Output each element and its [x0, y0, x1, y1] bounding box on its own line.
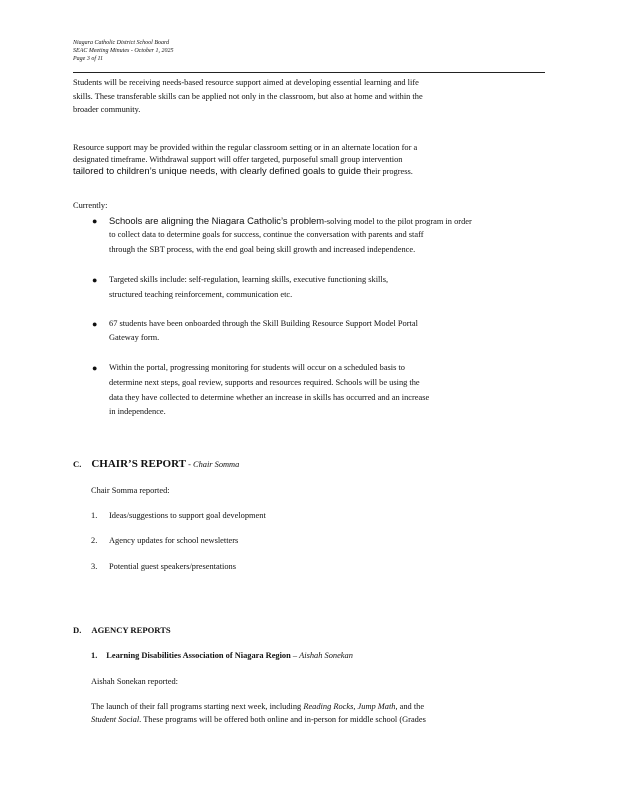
bullet-4-line: in independence.: [109, 407, 166, 416]
section-letter: C.: [73, 459, 82, 469]
agency-reported: Aishah Sonekan reported:: [91, 677, 178, 686]
bullet-1-line: [109, 216, 472, 227]
header-divider: [73, 72, 545, 73]
intro-line: skills. These transferable skills can be applied not only in the classroom, but also at home and within the: [73, 92, 423, 101]
bullet-icon: ●: [92, 319, 98, 329]
resource-line: Resource support may be provided within the regular classroom setting or in an alternate location for a: [73, 143, 418, 152]
resource-line-serif: eir progress.: [371, 167, 413, 176]
para-text: ,: [353, 702, 358, 711]
program-name: Student Social: [91, 715, 140, 724]
program-name: Reading Rocks: [303, 702, 354, 711]
agency-name: Learning Disabilities Association of Niagara Region: [106, 651, 291, 660]
currently-label: Currently:: [73, 201, 108, 210]
agency-reports-heading: [73, 625, 171, 636]
bullet-3-line: 67 students have been onboarded through the Skill Building Resource Support Model Portal: [109, 319, 418, 328]
resource-line: designated timeframe. Withdrawal support will offer targeted, purposeful small group intervention: [73, 155, 403, 164]
section-title: AGENCY REPORTS: [91, 625, 171, 635]
section-title: CHAIR’S REPORT: [91, 458, 187, 470]
bullet-icon: ●: [92, 216, 98, 226]
header-org: Niagara Catholic District School Board: [73, 40, 170, 46]
intro-line: Students will be receiving needs-based resource support aimed at developing essential learning and life: [73, 78, 419, 87]
resource-line: [73, 166, 413, 177]
bullet-4-line: data they have collected to determine whether an increase in skills has occurred and an increase: [109, 393, 430, 402]
bullet-icon: ●: [92, 275, 98, 285]
chair-reported: Chair Somma reported:: [91, 486, 170, 495]
bullet-icon: ●: [92, 363, 98, 373]
bullet-4-line: determine next steps, goal review, supports and resources required. Schools will be using the: [109, 378, 420, 387]
list-item: Ideas/suggestions to support goal development: [109, 511, 266, 520]
header-page-number: Page 3 of 11: [73, 56, 104, 62]
agency-subheading: [91, 651, 353, 661]
bullet-1-line: through the SBT process, with the end goal being skill growth and increased independence.: [109, 245, 416, 254]
bullet-1-sans: Schools are aligning the Niagara Catholic’s problem: [109, 215, 325, 226]
intro-line: broader community.: [73, 105, 141, 114]
para-text: . These programs will be offered both online and in-person for middle school (Grades: [139, 715, 426, 724]
bullet-4-line: Within the portal, progressing monitoring for students will occur on a scheduled basis to: [109, 363, 405, 372]
bullet-1-line: to collect data to determine goals for success, continue the conversation with parents and staff: [109, 230, 424, 239]
header-meeting: SEAC Meeting Minutes - October 1, 2025: [73, 48, 174, 54]
agency-presenter: Aishah Sonekan: [299, 651, 353, 660]
program-name: Jump Math: [357, 702, 396, 711]
section-letter: D.: [73, 625, 82, 635]
bullet-2-line: Targeted skills include: self-regulation, learning skills, executive functioning skills,: [109, 275, 389, 284]
chairs-report-heading: [73, 459, 239, 470]
resource-line-sans: tailored to children’s unique needs, with clearly defined goals to guide th: [73, 165, 372, 176]
bullet-1-serif: -solving model to the pilot program in order: [324, 217, 472, 226]
section-byline: - Chair Somma: [186, 460, 240, 469]
sub-dash: –: [290, 651, 300, 660]
agency-para-line: [91, 702, 424, 712]
list-item: Potential guest speakers/presentations: [109, 562, 236, 571]
list-number: 3.: [91, 562, 98, 571]
list-number: 2.: [91, 536, 98, 545]
bullet-2-line: structured teaching reinforcement, communication etc.: [109, 290, 293, 299]
para-text: , and the: [395, 702, 425, 711]
list-number: 1.: [91, 511, 98, 520]
list-item: Agency updates for school newsletters: [109, 536, 239, 545]
bullet-3-line: Gateway form.: [109, 333, 160, 342]
sub-number: 1.: [91, 651, 98, 660]
agency-para-line: [91, 715, 426, 725]
para-text: The launch of their fall programs starting next week, including: [91, 702, 304, 711]
